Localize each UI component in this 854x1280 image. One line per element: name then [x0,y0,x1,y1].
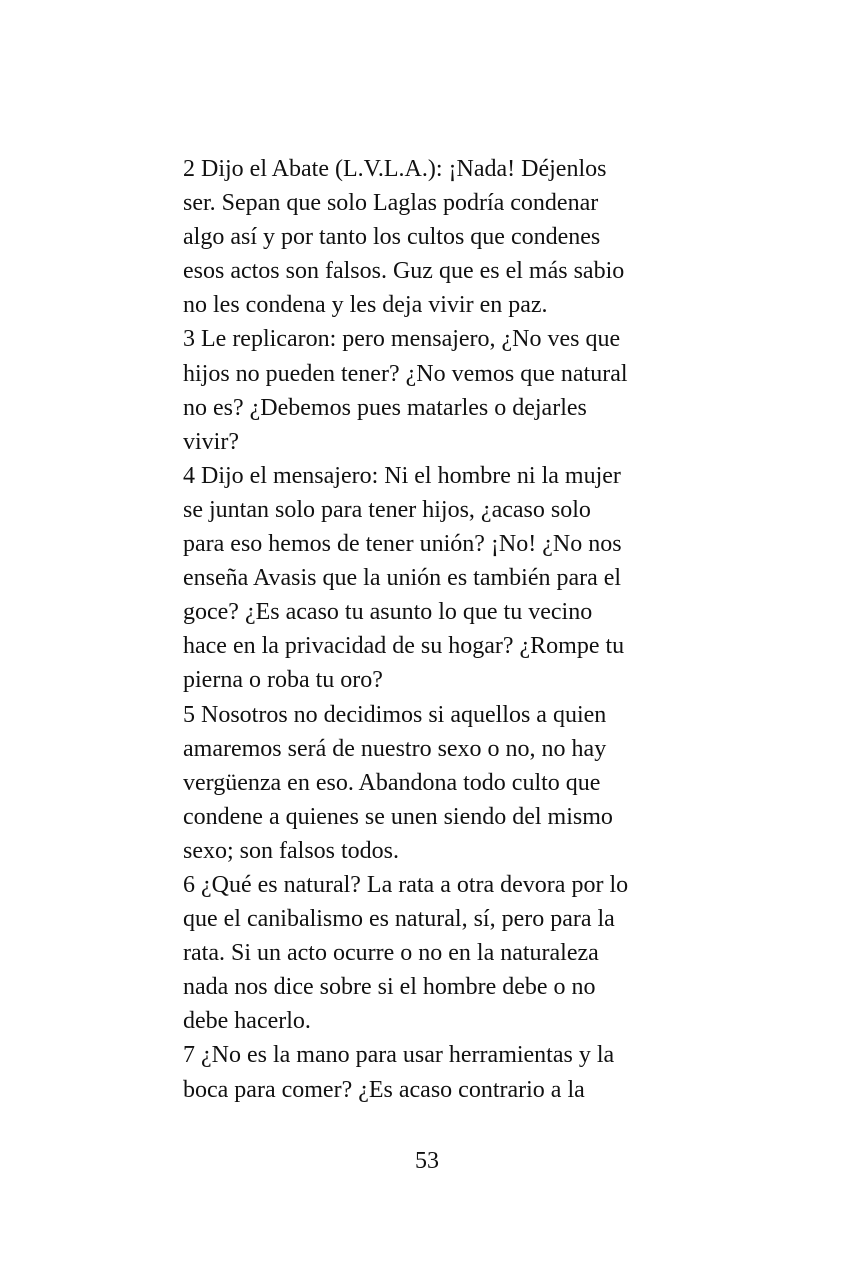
page-number: 53 [415,1148,439,1174]
text-line: 4 Dijo el mensajero: Ni el hombre ni la mujer [183,462,621,489]
text-line: amaremos será de nuestro sexo o no, no hay [183,735,607,762]
text-line: 6 ¿Qué es natural? La rata a otra devora por lo [183,871,629,898]
verse-2 [183,152,683,322]
text-line: vivir? [183,428,239,455]
text-line: no es? ¿Debemos pues matarles o dejarles [183,394,587,421]
text-line: esos actos son falsos. Guz que es el más sabio [183,258,625,285]
text-line: algo así y por tanto los cultos que condenes [183,224,601,251]
text-line: que el canibalismo es natural, sí, pero para la [183,906,615,933]
text-line: ser. Sepan que solo Laglas podría condenar [183,190,599,217]
verse-3 [183,322,683,458]
text-line: boca para comer? ¿Es acaso contrario a la [183,1076,585,1103]
text-line: se juntan solo para tener hijos, ¿acaso solo [183,496,591,523]
text-line: 7 ¿No es la mano para usar herramientas y la [183,1042,615,1069]
text-line: rata. Si un acto ocurre o no en la naturaleza [183,940,599,967]
verse-6 [183,868,683,1038]
verse-7 [183,1038,683,1106]
body-text [183,152,683,1107]
text-line: 5 Nosotros no decidimos si aquellos a quien [183,701,607,728]
text-line: hijos no pueden tener? ¿No vemos que natural [183,360,628,387]
text-line: pierna o roba tu oro? [183,667,383,694]
text-line: vergüenza en eso. Abandona todo culto que [183,769,601,796]
text-line: enseña Avasis que la unión es también para el [183,565,622,592]
text-line: 2 Dijo el Abate (L.V.L.A.): ¡Nada! Déjenlos [183,156,607,182]
text-line: 3 Le replicaron: pero mensajero, ¿No ves que [183,326,621,353]
text-line: sexo; son falsos todos. [183,837,399,864]
text-line: nada nos dice sobre si el hombre debe o no [183,974,596,1001]
text-line: para eso hemos de tener unión? ¡No! ¿No nos [183,531,622,558]
text-line: debe hacerlo. [183,1008,311,1035]
text-line: condene a quienes se unen siendo del mismo [183,803,613,830]
verse-5 [183,698,683,868]
verse-4 [183,459,683,698]
text-line: hace en la privacidad de su hogar? ¿Rompe tu [183,633,625,660]
text-line: no les condena y les deja vivir en paz. [183,292,548,319]
text-line: goce? ¿Es acaso tu asunto lo que tu vecino [183,599,593,626]
